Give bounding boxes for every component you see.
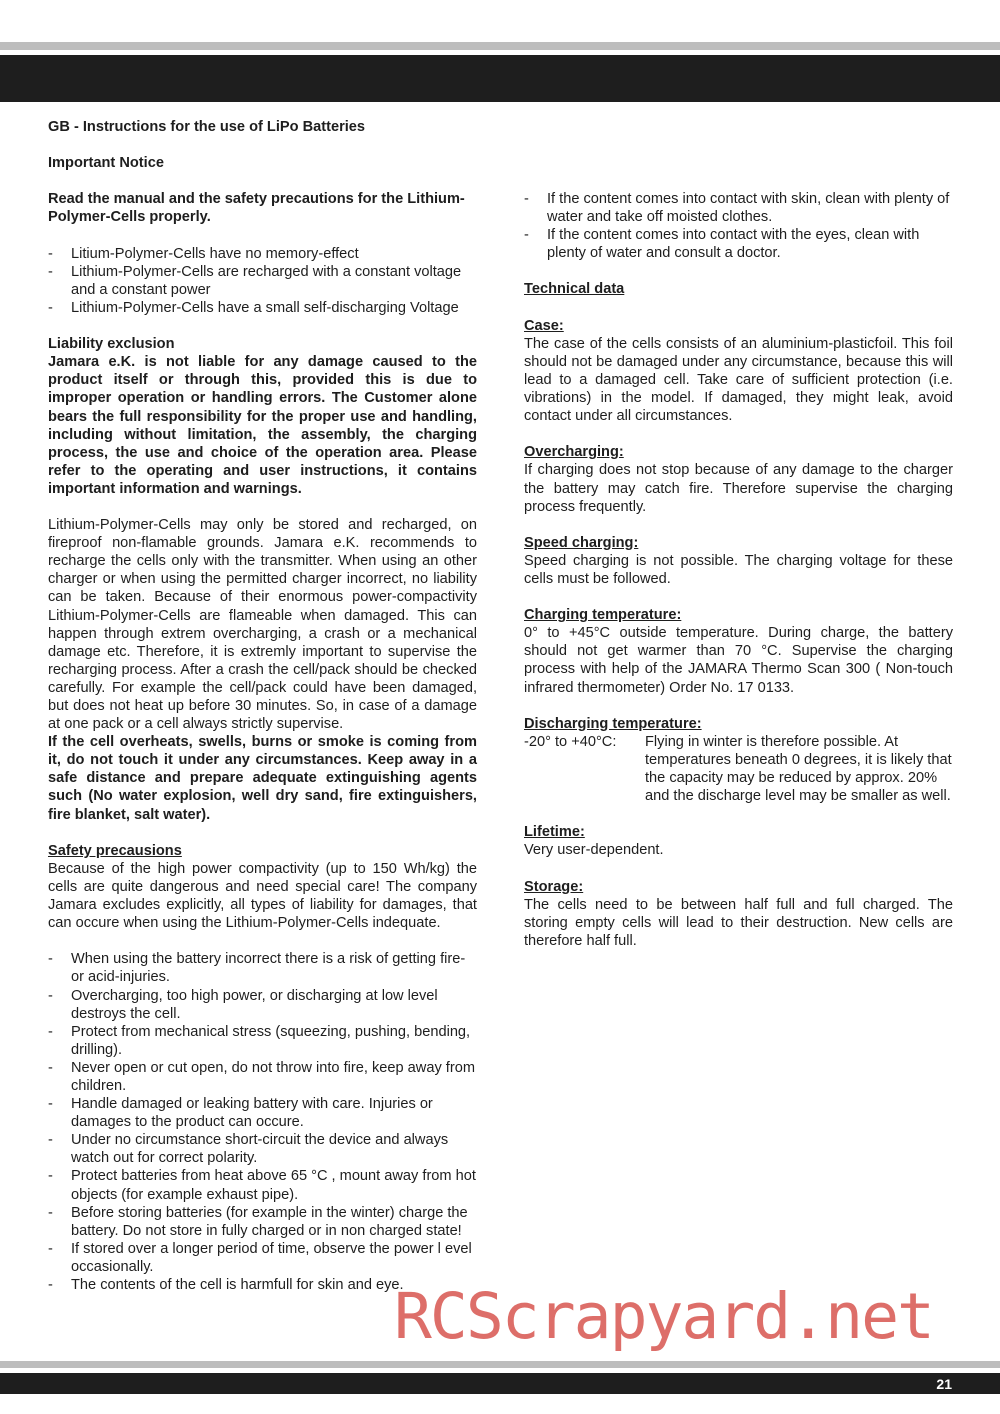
list-item: - Before storing batteries (for example in the winter) charge the battery. Do not store in fully charged or in non charged state! bbox=[48, 1204, 477, 1240]
liability-heading: Liability exclusion bbox=[48, 336, 175, 353]
list-item: - Never open or cut open, do not throw into fire, keep away from children. bbox=[48, 1059, 477, 1095]
speed-charging-text: Speed charging is not possible. The charging voltage for these cells must be followed. bbox=[524, 552, 953, 587]
footer-band bbox=[0, 1373, 1000, 1394]
list-item: - If stored over a longer period of time, observe the power l evel occasionally. bbox=[48, 1240, 477, 1276]
speed-charging-heading: Speed charging: bbox=[524, 534, 639, 551]
discharging-temperature-text: Flying in winter is therefore possible. At temperatures beneath 0 degrees, it is likely that the capacity may be reduced by approx. 20% and the discharge level may be smaller as well. bbox=[645, 733, 952, 805]
list-item: - If the content comes into contact with skin, clean with plenty of water and take off moisted clothes. bbox=[524, 190, 953, 226]
discharging-temperature-row bbox=[524, 733, 953, 805]
discharging-temperature-heading: Discharging temperature: bbox=[524, 715, 702, 732]
left-column bbox=[48, 118, 477, 1294]
storage-heading: Storage: bbox=[524, 878, 584, 895]
lifetime-text: Very user-dependent. bbox=[524, 842, 664, 859]
right-column bbox=[524, 190, 953, 950]
list-item: - Handle damaged or leaking battery with care. Injuries or damages to the product can occure. bbox=[48, 1095, 477, 1131]
list-item: - Overcharging, too high power, or discharging at low level destroys the cell. bbox=[48, 987, 477, 1023]
discharging-temperature-range: -20° to +40°C: bbox=[524, 733, 617, 750]
bottom-rule bbox=[0, 1361, 1000, 1368]
safety-intro: Because of the high power compactivity (up to 150 Wh/kg) the cells are quite dangerous and need special care! The company Jamara excludes explicitly, all types of liability for damages, that can occure when using the Lithium-Polymer-Cells indequate. bbox=[48, 860, 477, 932]
list-item: - Lithium-Polymer-Cells are recharged with a constant voltage and a constant power bbox=[48, 263, 477, 299]
case-text: The case of the cells consists of an aluminium-plasticfoil. This foil should not be damaged under any circumstance, because this will lead to a damaged cell. Take care of sufficient protection (i.e. vibrations) in the model. If damaged, they might leak, avoid contact under all circumstances. bbox=[524, 335, 953, 425]
overcharging-text: If charging does not stop because of any damage to the charger the battery may catch fire. Therefore supervise the charging process frequently. bbox=[524, 462, 953, 515]
notice-list bbox=[48, 245, 477, 317]
watermark: RCScrapyard.net bbox=[394, 1280, 933, 1353]
contact-list bbox=[524, 190, 953, 262]
header-band bbox=[0, 55, 1000, 102]
document-title: GB - Instructions for the use of LiPo Batteries bbox=[48, 119, 366, 135]
read-manual-notice: Read the manual and the safety precautions for the Lithium-Polymer-Cells properly. bbox=[48, 191, 465, 226]
list-item: - Under no circumstance short-circuit the device and always watch out for correct polarity. bbox=[48, 1131, 477, 1167]
list-item: - Protect from mechanical stress (squeezing, pushing, bending, drilling). bbox=[48, 1023, 477, 1059]
overheat-warning: If the cell overheats, swells, burns or smoke is coming from it, do not touch it under any circumstances. Keep away in a safe distance and prepare adequate extinguishing agents such (No water explosion, well dry sand, fire extinguishers, fire blanket, salt water). bbox=[48, 734, 477, 823]
charging-temperature-text: 0° to +45°C outside temperature. During charge, the battery should not get warmer than 70 °C. Supervise the charging process with help of the JAMARA Thermo Scan 300 ( Non-touch infrared thermometer) Order No. 17 0133. bbox=[524, 625, 953, 696]
case-heading: Case: bbox=[524, 317, 564, 334]
charging-temperature-heading: Charging temperature: bbox=[524, 607, 682, 624]
top-rule bbox=[0, 42, 1000, 50]
technical-data-heading: Technical data bbox=[524, 281, 625, 298]
list-item: - If the content comes into contact with the eyes, clean with plenty of water and consult a doctor. bbox=[524, 226, 953, 262]
list-item: - Lithium-Polymer-Cells have a small self-discharging Voltage bbox=[48, 299, 477, 317]
list-item: - When using the battery incorrect there is a risk of getting fire- or acid-injuries. bbox=[48, 950, 477, 986]
liability-text: Jamara e.K. is not liable for any damage caused to the product itself or through this, provided this is due to improper operation or handling errors. The Customer alone bears the full responsibility for the proper use and handling, including without limitation, the assembly, the charging process, the use and choice of the operation area. Please refer to the operating and user instructions, it contains important information and warnings. bbox=[48, 354, 477, 497]
storage-recharge-paragraph: Lithium-Polymer-Cells may only be stored and recharged, on fireproof non-flamable grounds. Jamara e.K. recommends to recharge the cells only with the transmitter. When using an other charger or when using the permitted charger incorrect, no liability can be taken. Because of their enormous power-compactivity Lithium-Polymer-Cells are flameable when damaged. This can happen through extrem overcharging, a crash or a mechanical damage etc. Therefore, it is extremly important to supervise the recharging process. After a crash the cell/pack should be checked carefully. For example the cell/pack could have been damaged, but does not heat up before 30 minutes. So, in case of a damage at one pack or a cell always strictly supervise. bbox=[48, 517, 477, 733]
safety-list bbox=[48, 950, 477, 1294]
list-item: - Litium-Polymer-Cells have no memory-effect bbox=[48, 245, 477, 263]
page-number: 21 bbox=[936, 1376, 952, 1392]
safety-heading: Safety precausions bbox=[48, 842, 182, 859]
lifetime-heading: Lifetime: bbox=[524, 824, 585, 841]
overcharging-heading: Overcharging: bbox=[524, 444, 624, 461]
important-notice-heading: Important Notice bbox=[48, 155, 164, 172]
list-item: - Protect batteries from heat above 65 °C , mount away from hot objects (for example exhaust pipe). bbox=[48, 1167, 477, 1203]
list-item: - The contents of the cell is harmfull for skin and eye. bbox=[48, 1276, 477, 1294]
storage-text: The cells need to be between half full and full charged. The storing empty cells will lead to their destruction. New cells are therefore half full. bbox=[524, 896, 953, 949]
